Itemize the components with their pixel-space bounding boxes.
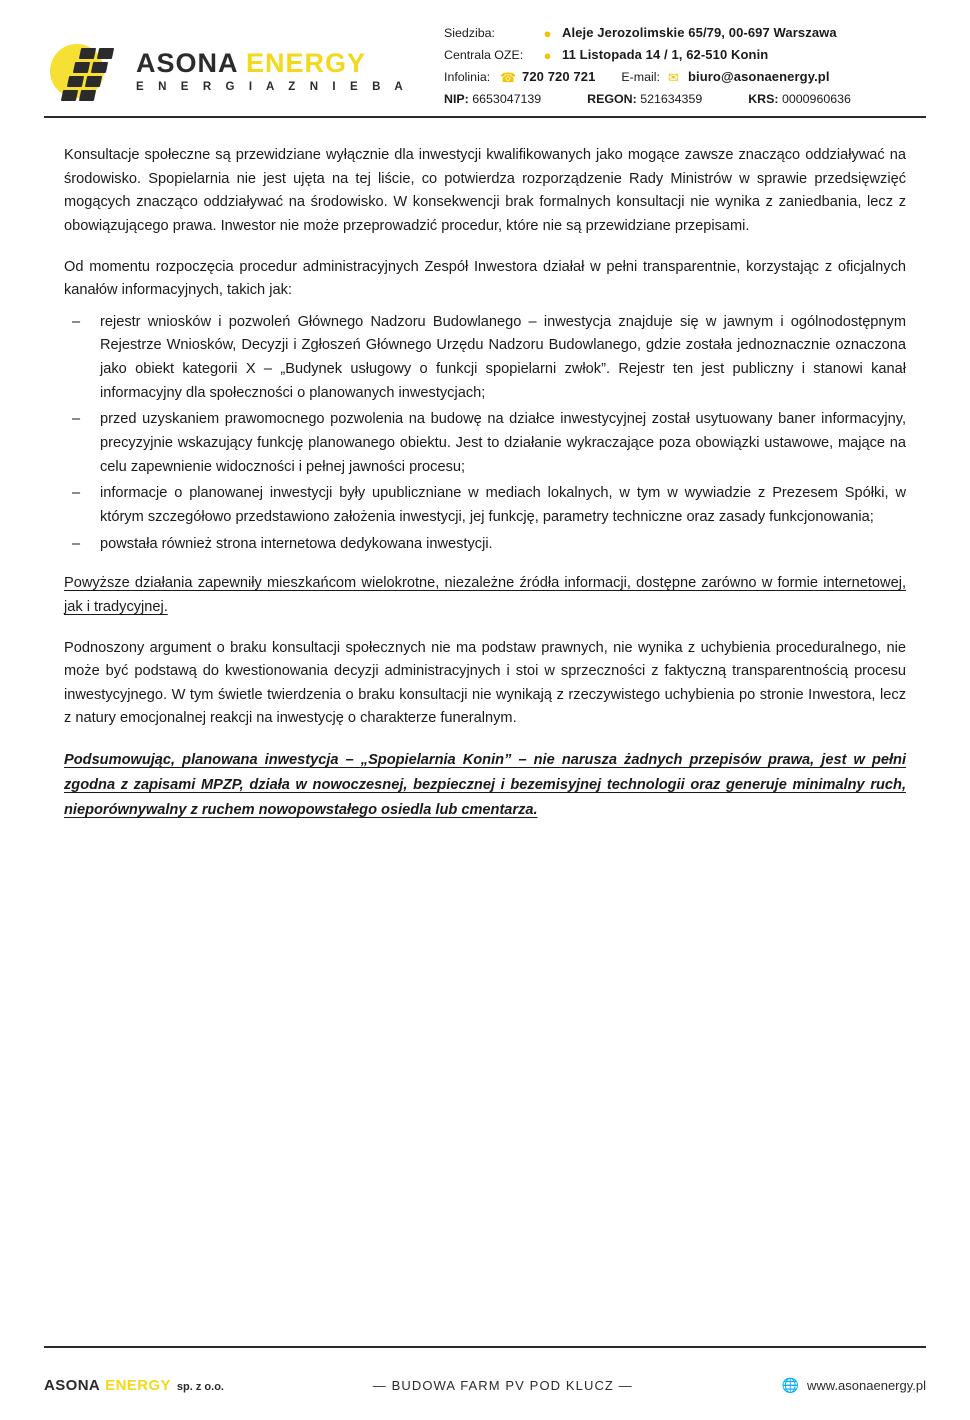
- dash-marker: –: [72, 485, 81, 502]
- footer-legal-form: sp. z o.o.: [176, 1381, 224, 1393]
- footer-divider: [44, 1346, 926, 1348]
- document-footer: [44, 1377, 926, 1394]
- contact-row-phone-email: [444, 70, 926, 85]
- contact-value-phone[interactable]: 720 720 721: [522, 68, 596, 84]
- list-item-text: powstała również strona internetowa dedykowana inwestycji.: [100, 535, 493, 552]
- contact-value-email[interactable]: biuro@asonaenergy.pl: [687, 68, 830, 84]
- paragraph-3: Podnoszony argument o braku konsultacji społecznych nie ma podstaw prawnych, nie wynika z uchybienia proceduralnego, nie może być podstawą do kwestionowania decyzji administracyjnych i stoi w sprzeczności z faktyczną transparentnością procesu inwestycyjnego. W tym świetle twierdzenia o braku konsultacji nie wynikają z rzeczywistego uchybienia po stronie Inwestora, lecz z natury emocjonalnej reakcji na inwestycję o charakterze funeralnym.: [64, 639, 906, 727]
- mail-icon: ✉: [668, 69, 679, 85]
- company-identifiers: [444, 92, 926, 106]
- location-pin-icon: ●: [543, 47, 552, 63]
- paragraph-1: Konsultacje społeczne są przewidziane wyłącznie dla inwestycji kwalifikowanych jako mogące zawsze znacząco oddziaływać na środowisko. Spopielarnia nie jest ujęta na tej liście, co potwierdza rozporządzenie Rady Ministrów w sprawie przedsięwzięć mogących znacząco oddziaływać na środowisko. W konsekwencji brak formalnych konsultacji nie wynika z zaniedbania, lecz z obowiązującego prawa. Inwestor nie może przeprowadzić procedur, które nie są przewidziane przepisami.: [64, 147, 906, 234]
- regon-value: 521634359: [640, 91, 703, 106]
- bullet-list: [64, 311, 906, 556]
- dash-marker: –: [72, 313, 81, 330]
- list-item: [64, 482, 906, 529]
- location-pin-icon: ●: [543, 25, 552, 41]
- krs-label: KRS:: [748, 91, 779, 106]
- document-body: [0, 118, 970, 823]
- list-item-text: informacje o planowanej inwestycji były upubliczniane w mediach lokalnych, w tym w wywiadzie z Prezesem Spółki, w którym szczegółowo przedstawiono założenia inwestycji, jej funkcję, parametry techniczne oraz zasady funkcjonowania;: [100, 485, 906, 525]
- contact-row-centrala: [444, 48, 926, 63]
- nip-item: [444, 92, 541, 106]
- footer-company: [44, 1377, 224, 1394]
- list-item-text: przed uzyskaniem prawomocnego pozwolenia na budowę na działce inwestycyjnej został usytuowany baner informacyjny, precyzyjnie wskazujący funkcję planowanego obiektu. Jest to działanie wykraczające poza obowiązki ustawowe, mające na celu zapewnienie widoczności i pełnej jawności procesu;: [100, 411, 906, 475]
- dash-marker: –: [72, 411, 81, 428]
- contact-label-infolinia: Infolinia:: [444, 70, 491, 85]
- logo-wordmark: [136, 49, 408, 92]
- logo-name-primary: ASONA: [136, 48, 238, 79]
- phone-icon: ☎: [500, 69, 517, 85]
- list-item-text: rejestr wniosków i pozwoleń Głównego Nadzoru Budowlanego – inwestycja znajduje się w jawnym i ogólnodostępnym Rejestrze Wniosków, Decyzji i Zgłoszeń Głównego Urzędu Nadzoru Budowlanego, gdzie została jednoznacznie oznaczona jako obiekt kategorii X – „Budynek usługowy o funkcji spopielarni zwłok”. Rejestr ten jest publiczny i stanowi kanał informacyjny dla społeczności o planowanych inwestycjach;: [100, 313, 906, 401]
- logo-name-secondary: ENERGY: [246, 48, 367, 79]
- document-header: [0, 0, 970, 108]
- contact-label-siedziba: Siedziba:: [444, 26, 495, 41]
- logo-tagline: E N E R G I A Z N I E B A: [136, 80, 409, 93]
- globe-icon: 🌐: [781, 1377, 799, 1393]
- footer-company-secondary: ENERGY: [105, 1377, 171, 1394]
- dash-marker: –: [72, 535, 81, 552]
- paragraph-underlined: Powyższe działania zapewniły mieszkańcom wielokrotne, niezależne źródła informacji, dostępne zarówno w formie internetowej, jak i tradycyjnej.: [64, 575, 906, 615]
- list-item: [64, 311, 906, 406]
- contact-label-centrala: Centrala OZE:: [444, 48, 524, 63]
- regon-label: REGON:: [587, 91, 637, 106]
- paragraph-2: Od momentu rozpoczęcia procedur administracyjnych Zespół Inwestora działał w pełni transparentnie, korzystając z oficjalnych kanałów informacyjnych, takich jak:: [64, 258, 906, 299]
- nip-value: 6653047139: [472, 91, 542, 106]
- contact-value-siedziba: Aleje Jerozolimskie 65/79, 00-697 Warszawa: [562, 25, 837, 40]
- contact-label-email: E-mail:: [621, 70, 660, 85]
- footer-company-primary: ASONA: [44, 1377, 101, 1394]
- company-logo: [44, 22, 444, 108]
- regon-item: [587, 92, 702, 106]
- logo-mark: [44, 34, 128, 108]
- footer-slogan: — BUDOWA FARM PV POD KLUCZ —: [372, 1378, 633, 1393]
- footer-website[interactable]: [782, 1377, 926, 1394]
- krs-item: [748, 92, 851, 106]
- list-item: [64, 408, 906, 479]
- list-item: [64, 533, 906, 557]
- nip-label: NIP:: [444, 91, 469, 106]
- logo-name: [136, 49, 408, 77]
- contact-value-centrala: 11 Listopada 14 / 1, 62-510 Konin: [562, 46, 769, 62]
- footer-website-text[interactable]: www.asonaenergy.pl: [807, 1378, 926, 1393]
- krs-value: 0000960636: [781, 91, 851, 106]
- conclusion-paragraph: Podsumowując, planowana inwestycja – „Spopielarnia Konin” – nie narusza żadnych przepisów prawa, jest w pełni zgodna z zapisami MPZP, działa w nowoczesnej, bezpiecznej i bezemisyjnej technologii oraz generuje minimalny ruch, nieporównywalny z ruchem nowopowstałego osiedla lub cmentarza.: [64, 752, 906, 819]
- solar-panel-icon: [66, 48, 122, 102]
- header-contact-info: [444, 22, 926, 106]
- contact-row-siedziba: [444, 26, 926, 41]
